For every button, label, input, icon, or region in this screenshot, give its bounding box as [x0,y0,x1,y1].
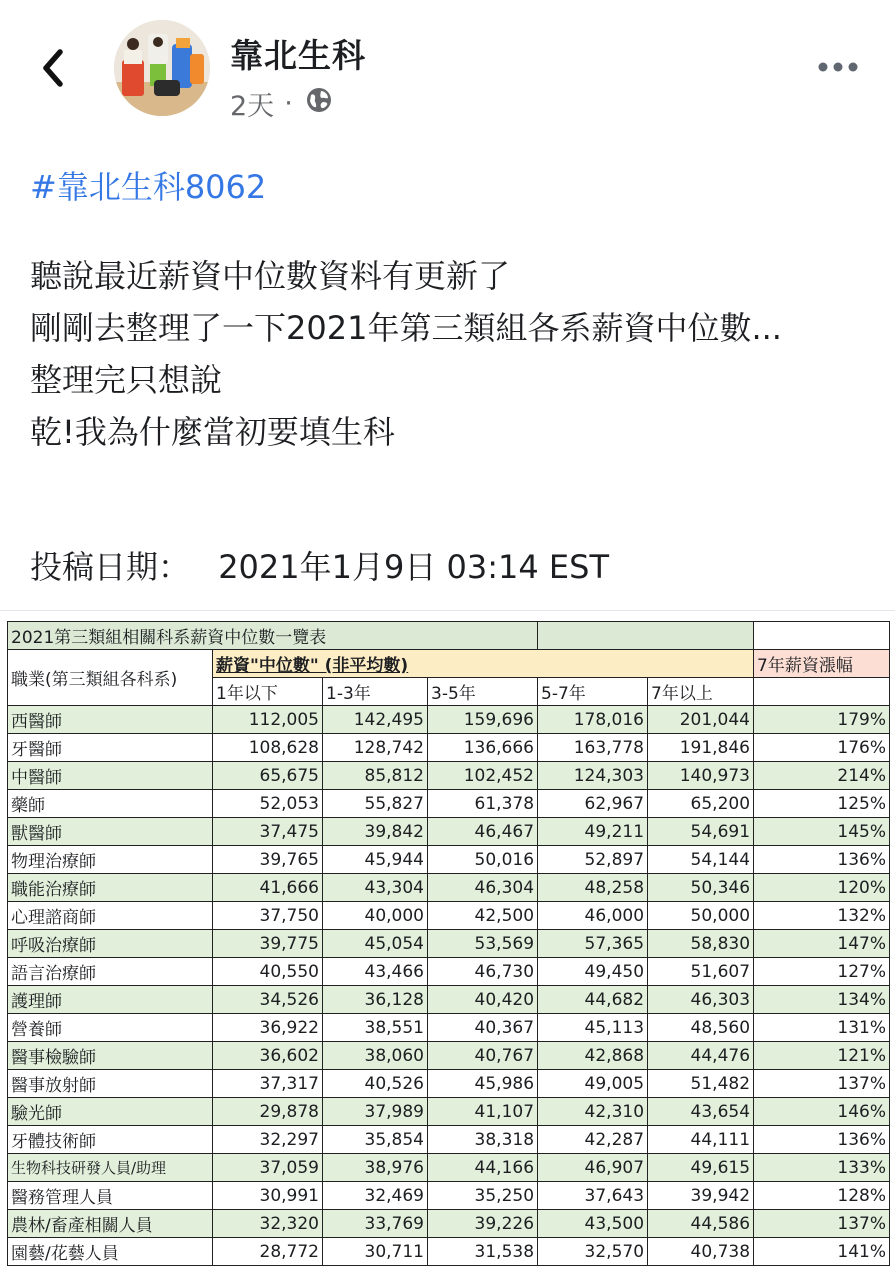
salary-value: 85,812 [323,762,428,790]
salary-value: 50,000 [648,902,754,930]
hashtag-link[interactable]: #靠北生科8062 [30,168,267,206]
salary-value: 54,691 [648,818,754,846]
divider [0,610,895,611]
post-header [0,0,895,130]
salary-value: 34,526 [213,986,323,1014]
salary-value: 40,767 [428,1042,538,1070]
growth-value: 134% [754,986,890,1014]
salary-value: 43,304 [323,874,428,902]
salary-value: 102,452 [428,762,538,790]
avatar[interactable] [114,20,210,116]
salary-value: 32,469 [323,1182,428,1210]
occupation-name: 中醫師 [8,762,213,790]
growth-value: 136% [754,846,890,874]
salary-value: 61,378 [428,790,538,818]
salary-value: 159,696 [428,706,538,734]
salary-value: 36,128 [323,986,428,1014]
salary-value: 50,016 [428,846,538,874]
salary-value: 38,551 [323,1014,428,1042]
table-row [8,1126,890,1154]
salary-value: 35,854 [323,1126,428,1154]
meta-separator: · [284,88,293,119]
salary-value: 46,467 [428,818,538,846]
table-row [8,1042,890,1070]
salary-value: 191,846 [648,734,754,762]
salary-value: 37,750 [213,902,323,930]
salary-value: 45,986 [428,1070,538,1098]
occupation-name: 醫務管理人員 [8,1182,213,1210]
table-row [8,790,890,818]
salary-value: 37,643 [538,1182,648,1210]
salary-value: 38,318 [428,1126,538,1154]
salary-value: 37,989 [323,1098,428,1126]
year-header: 5-7年 [538,678,648,706]
post-meta [230,84,333,123]
year-header: 1-3年 [323,678,428,706]
growth-value: 141% [754,1238,890,1266]
salary-value: 44,682 [538,986,648,1014]
salary-value: 40,000 [323,902,428,930]
salary-value: 124,303 [538,762,648,790]
growth-value: 127% [754,958,890,986]
table-row [8,846,890,874]
table-row [8,706,890,734]
post-date [30,542,609,588]
salary-value: 45,113 [538,1014,648,1042]
growth-value: 137% [754,1070,890,1098]
more-horizontal-icon[interactable] [816,54,860,80]
salary-value: 43,500 [538,1210,648,1238]
salary-value: 65,200 [648,790,754,818]
table-row [8,986,890,1014]
occupation-name: 職能治療師 [8,874,213,902]
salary-value: 30,711 [323,1238,428,1266]
salary-value: 140,973 [648,762,754,790]
salary-value: 46,304 [428,874,538,902]
occupation-name: 營養師 [8,1014,213,1042]
salary-value: 53,569 [428,930,538,958]
table-row [8,1154,890,1182]
salary-value: 128,742 [323,734,428,762]
post-age[interactable]: 2天 [230,91,275,122]
growth-value: 121% [754,1042,890,1070]
salary-value: 49,450 [538,958,648,986]
salary-value: 32,320 [213,1210,323,1238]
salary-value: 39,226 [428,1210,538,1238]
salary-value: 40,367 [428,1014,538,1042]
growth-value: 132% [754,902,890,930]
salary-value: 65,675 [213,762,323,790]
salary-value: 30,991 [213,1182,323,1210]
salary-value: 46,303 [648,986,754,1014]
salary-value: 37,317 [213,1070,323,1098]
growth-value: 120% [754,874,890,902]
salary-value: 62,967 [538,790,648,818]
occupation-name: 牙體技術師 [8,1126,213,1154]
salary-value: 36,922 [213,1014,323,1042]
salary-value: 44,586 [648,1210,754,1238]
growth-value: 176% [754,734,890,762]
salary-value: 55,827 [323,790,428,818]
salary-value: 36,602 [213,1042,323,1070]
growth-value: 131% [754,1014,890,1042]
salary-value: 201,044 [648,706,754,734]
salary-value: 42,287 [538,1126,648,1154]
occupation-name: 心理諮商師 [8,902,213,930]
salary-value: 43,466 [323,958,428,986]
salary-value: 48,258 [538,874,648,902]
year-header: 1年以下 [213,678,323,706]
salary-value: 35,250 [428,1182,538,1210]
occupation-name: 護理師 [8,986,213,1014]
occupation-name: 呼吸治療師 [8,930,213,958]
growth-value: 145% [754,818,890,846]
salary-value: 42,868 [538,1042,648,1070]
salary-value: 54,144 [648,846,754,874]
salary-value: 38,060 [323,1042,428,1070]
salary-value: 57,365 [538,930,648,958]
salary-value: 52,053 [213,790,323,818]
salary-value: 44,166 [428,1154,538,1182]
salary-value: 29,878 [213,1098,323,1126]
growth-value: 125% [754,790,890,818]
salary-value: 32,570 [538,1238,648,1266]
occupation-name: 園藝/花藝人員 [8,1238,213,1266]
growth-header: 7年薪資漲幅 [754,650,890,678]
salary-value: 49,211 [538,818,648,846]
post-body-text: 聽說最近薪資中位數資料有更新了 剛剛去整理了一下2021年第三類組各系薪資中位數... 整理完只想說 乾!我為什麼當初要填生科 [30,257,782,451]
salary-value: 58,830 [648,930,754,958]
salary-value: 40,526 [323,1070,428,1098]
salary-value: 38,976 [323,1154,428,1182]
occupation-name: 語言治療師 [8,958,213,986]
salary-table [7,621,890,1266]
table-row [8,958,890,986]
salary-value: 44,476 [648,1042,754,1070]
table-title: 2021第三類組相關科系薪資中位數一覽表 [8,622,538,650]
occupation-name: 獸醫師 [8,818,213,846]
table-row [8,902,890,930]
table-row [8,1238,890,1266]
salary-value: 50,346 [648,874,754,902]
salary-value: 136,666 [428,734,538,762]
salary-header: 薪資"中位數" (非平均數) [213,650,754,678]
table-title-blank [538,622,754,650]
salary-value: 52,897 [538,846,648,874]
occupation-name: 醫事放射師 [8,1070,213,1098]
occupation-name: 物理治療師 [8,846,213,874]
salary-value: 37,059 [213,1154,323,1182]
salary-value: 39,942 [648,1182,754,1210]
table-row [8,1182,890,1210]
salary-value: 40,550 [213,958,323,986]
salary-value: 31,538 [428,1238,538,1266]
table-corner-blank [754,622,890,650]
page-name[interactable]: 靠北生科 [230,36,366,75]
salary-table-image[interactable] [7,621,889,1269]
salary-value: 49,615 [648,1154,754,1182]
occupation-name: 農林/畜產相關人員 [8,1210,213,1238]
salary-value: 46,730 [428,958,538,986]
growth-value: 128% [754,1182,890,1210]
growth-value: 137% [754,1210,890,1238]
salary-value: 32,297 [213,1126,323,1154]
salary-value: 51,607 [648,958,754,986]
salary-value: 48,560 [648,1014,754,1042]
salary-value: 39,775 [213,930,323,958]
growth-value: 133% [754,1154,890,1182]
growth-value: 146% [754,1098,890,1126]
salary-value: 41,666 [213,874,323,902]
salary-value: 37,475 [213,818,323,846]
salary-value: 51,482 [648,1070,754,1098]
salary-value: 33,769 [323,1210,428,1238]
table-row [8,874,890,902]
salary-value: 49,005 [538,1070,648,1098]
table-row [8,1098,890,1126]
growth-header-blank [754,678,890,706]
salary-value: 46,000 [538,902,648,930]
salary-value: 45,944 [323,846,428,874]
table-row [8,818,890,846]
table-row [8,1210,890,1238]
salary-value: 39,842 [323,818,428,846]
salary-value: 163,778 [538,734,648,762]
salary-value: 46,907 [538,1154,648,1182]
growth-value: 214% [754,762,890,790]
salary-value: 178,016 [538,706,648,734]
table-row [8,930,890,958]
salary-value: 44,111 [648,1126,754,1154]
salary-value: 40,738 [648,1238,754,1266]
occupation-name: 藥師 [8,790,213,818]
table-row [8,1070,890,1098]
globe-icon [305,86,333,121]
post-date-label: 投稿日期： [30,548,191,586]
salary-value: 42,310 [538,1098,648,1126]
salary-value: 45,054 [323,930,428,958]
salary-value: 108,628 [213,734,323,762]
growth-value: 147% [754,930,890,958]
table-row [8,1014,890,1042]
salary-value: 43,654 [648,1098,754,1126]
growth-value: 179% [754,706,890,734]
occupation-name: 驗光師 [8,1098,213,1126]
table-row [8,734,890,762]
salary-value: 112,005 [213,706,323,734]
salary-value: 142,495 [323,706,428,734]
salary-value: 41,107 [428,1098,538,1126]
salary-value: 28,772 [213,1238,323,1266]
table-row [8,762,890,790]
occupation-name: 醫事檢驗師 [8,1042,213,1070]
occupation-name: 牙醫師 [8,734,213,762]
occupation-name: 西醫師 [8,706,213,734]
occupation-header: 職業(第三類組各科系) [8,650,213,706]
year-header: 7年以上 [648,678,754,706]
growth-value: 136% [754,1126,890,1154]
post-date-value: 2021年1月9日 03:14 EST [218,548,609,586]
salary-value: 42,500 [428,902,538,930]
occupation-name: 生物科技研發人員/助理 [8,1154,213,1182]
salary-value: 40,420 [428,986,538,1014]
chevron-left-icon[interactable] [34,44,74,92]
salary-value: 39,765 [213,846,323,874]
year-header: 3-5年 [428,678,538,706]
